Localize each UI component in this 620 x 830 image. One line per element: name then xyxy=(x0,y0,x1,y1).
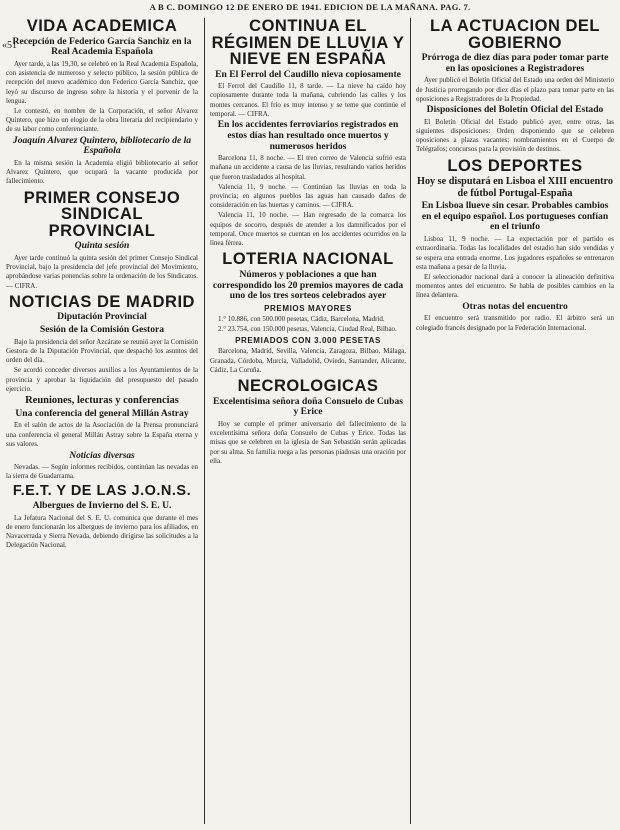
paragraph: En la misma sesión la Academia eligió bibliotecario al señor Alvarez Quintero, que ocupará la vacante producida por fallecimiento. xyxy=(6,159,198,186)
headline: NOTICIAS DE MADRID xyxy=(9,292,195,311)
article-body xyxy=(210,315,406,334)
headline: LA ACTUACION DEL GOBIERNO xyxy=(430,18,600,52)
paragraph: Se acordó conceder diversos auxilios a los Ayuntamientos de la provincia y aprobar la liquidación del presupuesto del pasado ejercicio. xyxy=(6,366,198,393)
article-body xyxy=(210,420,406,466)
column-rule xyxy=(204,18,205,824)
paragraph: 2.° 23.754, con 150.000 pesetas, Valencia, Ciudad Real, Bilbao. xyxy=(218,325,397,334)
paragraph: Ayer tarde, a las 19,30, se celebró en la Real Academia Española, con asistencia de numeroso y selecto público, la sesión pública de recepción del nuevo académico don Federico García Sanchiz, que leyó su discurso de ingreso sobre la historia y el porvenir de la lengua. xyxy=(6,59,198,105)
subheadline: Sesión de la Comisión Gestora xyxy=(39,323,165,335)
article-body xyxy=(210,154,406,248)
right-column xyxy=(416,18,614,824)
middle-column xyxy=(210,18,406,824)
page-mark: «51 xyxy=(2,40,17,51)
headline: NECROLOGICAS xyxy=(237,377,379,395)
subheadline: Reuniones, lecturas y conferencias xyxy=(25,394,179,406)
subheadline: Hoy se disputará en Lisboa el XIII encuentro de fútbol Portugal-España xyxy=(417,176,613,199)
paragraph: La Jefatura Nacional del S. E. U. comunica que durante el mes de enero funcionarán los albergues de invierno para los afiliados, en Navacerrada y Sierra Nevada, debiendo dirigirse las solicitudes a la Delegación Nacional. xyxy=(6,513,198,550)
page-header: A B C. DOMINGO 12 DE ENERO DE 1941. EDICION DE LA MAÑANA. PAG. 7. xyxy=(149,2,471,12)
paragraph: 1.° 10.886, con 500.000 pesetas, Cádiz, Barcelona, Madrid. xyxy=(218,314,385,323)
subheadline: Disposiciones del Boletín Oficial del Estado xyxy=(426,104,604,116)
article-body xyxy=(210,82,406,119)
subheadline: En El Ferrol del Caudillo nieva copiosamente xyxy=(215,68,401,80)
headline: PRIMER CONSEJO SINDICAL PROVINCIAL xyxy=(23,188,181,240)
article-body xyxy=(6,159,198,187)
paragraph: Ayer publicó el Boletín Oficial del Estado una orden del Ministerio de Justicia prorrogando por diez días el plazo para tomar parte en las oposiciones a Registradores de la Propiedad. xyxy=(416,76,614,103)
article-body xyxy=(416,118,614,155)
paragraph: Valencia 11, 9 noche. — Continúan las lluvias en toda la provincia; en algunos pueblos las aguas han causado daños de consideración en las huertas y caminos. — CIFRA. xyxy=(210,182,406,210)
paragraph: Barcelona, Madrid, Sevilla, Valencia, Zaragoza, Bilbao, Málaga, Granada, Córdoba, Murcia, Valladolid, Oviedo, Santander, Alicante, Cádiz, La Coruña. xyxy=(210,347,406,374)
section-caps: PREMIADOS CON 3.000 PESETAS xyxy=(235,336,381,346)
section-caps: PREMIOS MAYORES xyxy=(264,303,352,313)
paragraph: Ayer tarde continuó la quinta sesión del primer Consejo Sindical Provincial, bajo la presidencia del jefe provincial del Movimiento, aprobándose varias ponencias sobre la ordenación de los Sindicatos. — CIFRA. xyxy=(6,253,198,290)
article-necrologicas xyxy=(210,378,406,466)
subheadline: Diputación Provincial xyxy=(57,311,147,323)
paragraph: Hoy se cumple el primer aniversario del fallecimiento de la excelentísima señora doña Consuelo de Cubas y Erice. Todas las misas que se celebren en la iglesia de San Sebastián serán aplicadas por su alma. Su familia ruega a las personas piadosas una oración por ella. xyxy=(210,419,406,465)
paragraph: El Ferrol del Caudillo 11, 8 tarde. — La nieve ha caído hoy copiosamente durante toda la mañana, cubriendo las calles y los montes cercanos. El frío es muy intenso y se teme que continúe el temporal. — CIFRA. xyxy=(210,82,406,118)
article-body xyxy=(6,60,198,135)
article-body xyxy=(6,463,198,481)
article-consejo-sindical xyxy=(6,190,198,291)
subheadline: Quinta sesión xyxy=(74,240,130,252)
paragraph: Le contestó, en nombre de la Corporación, el señor Alvarez Quintero, que hizo un elogio de la obra literaria del recipiendario y de su labor como conferenciante. xyxy=(6,106,198,134)
article-deportes xyxy=(416,158,614,333)
paragraph: Valencia 11, 10 noche. — Han regresado de la comarca los equipos de socorro, después de atender a los damnificados por el temporal. Once muertos se cuentan en los accidentes ocurridos en la línea férrea. xyxy=(210,211,406,248)
subheadline: En los accidentes ferroviarios registrados en estos días han resultado once muertos y numerosos heridos xyxy=(217,119,399,152)
article-body xyxy=(416,76,614,104)
subheadline: Una conferencia del general Millán Astray xyxy=(15,407,189,419)
subheadline: Números y poblaciones a que han correspondido los 20 premios mayores de cada uno de los tres sorteos celebrados ayer xyxy=(212,268,404,302)
columns xyxy=(2,18,614,824)
article-regimen-lluvia xyxy=(210,18,406,248)
left-column xyxy=(6,18,198,824)
paragraph: Nevadas. — Según informes recibidos, continúan las nevadas en la sierra de Guadarrama. xyxy=(6,463,198,481)
article-body xyxy=(6,514,198,551)
subheadline: Noticias diversas xyxy=(69,451,135,461)
paragraph: Bajo la presidencia del señor Azcárate se reunió ayer la Comisión Gestora de la Diputación Provincial, que despachó los asuntos del orden del día. xyxy=(6,337,198,365)
subheadline: Joaquín Alvarez Quintero, bibliotecario de la Española xyxy=(12,134,192,157)
subheadline: Prórroga de diez días para poder tomar parte en las oposiciones a Registradores xyxy=(421,52,609,74)
subheadline: Otras notas del encuentro xyxy=(462,300,568,312)
subheadline: Recepción de Federico García Sanchiz en la Real Academia Española xyxy=(12,35,192,58)
article-body xyxy=(6,254,198,291)
headline: F.E.T. Y DE LAS J.O.N.S. xyxy=(12,483,192,500)
paragraph: El seleccionador nacional dará a conocer la alineación definitiva momentos antes del encuentro. Se habla de posibles cambios en la línea delantera. xyxy=(416,272,614,300)
article-body xyxy=(6,421,198,449)
article-body xyxy=(210,347,406,375)
paragraph: Lisboa 11, 9 noche. — La expectación por el partido es extraordinaria. Todas las localidades del estadio han sido vendidas y se espera una entrada enorme. Los jugadores españoles se entrenaron esta mañana a pesar de la lluvia. xyxy=(416,235,614,271)
article-body xyxy=(6,338,198,394)
subheadline: Albergues de Invierno del S. E. U. xyxy=(32,499,172,511)
article-body xyxy=(416,314,614,332)
article-loteria xyxy=(210,251,406,375)
subheadline: Excelentísima señora doña Consuelo de Cubas y Erice xyxy=(212,395,404,418)
paragraph: Barcelona 11, 8 noche. — El tren correo de Valencia sufrió esta mañana un accidente a causa de las lluvias, resultando varios heridos que fueron trasladados al hospital. xyxy=(210,154,406,181)
headline: LOS DEPORTES xyxy=(447,156,583,175)
article-vida-academica xyxy=(6,18,198,187)
paragraph: En el salón de actos de la Asociación de la Prensa pronunciará una conferencia el general Millán Astray sobre la España eterna y sus valores. xyxy=(6,421,198,448)
article-actuacion-gobierno xyxy=(416,18,614,155)
headline: LOTERIA NACIONAL xyxy=(222,250,394,269)
column-rule xyxy=(410,18,411,824)
paragraph: El encuentro será transmitido por radio. El árbitro será un colegiado francés designado por la Federación Internacional. xyxy=(416,314,614,332)
paragraph: El Boletín Oficial del Estado publicó ayer, entre otras, las siguientes disposiciones: Orden disponiendo que se celebren oposiciones a plazas vacantes; nombramientos en el Cuerpo de Telégrafos; concursos para la provisión de destinos. xyxy=(416,117,614,154)
article-body xyxy=(416,235,614,300)
headline: VIDA ACADEMICA xyxy=(26,18,178,35)
article-fet-jons xyxy=(6,484,198,550)
subheadline: En Lisboa llueve sin cesar. Probables cambios en el equipo español. Los portugueses confían en el triunfo xyxy=(421,199,609,233)
article-noticias-madrid xyxy=(6,294,198,482)
headline: CONTINUA EL RÉGIMEN DE LLUVIA Y NIEVE EN ESPAÑA xyxy=(211,18,405,68)
